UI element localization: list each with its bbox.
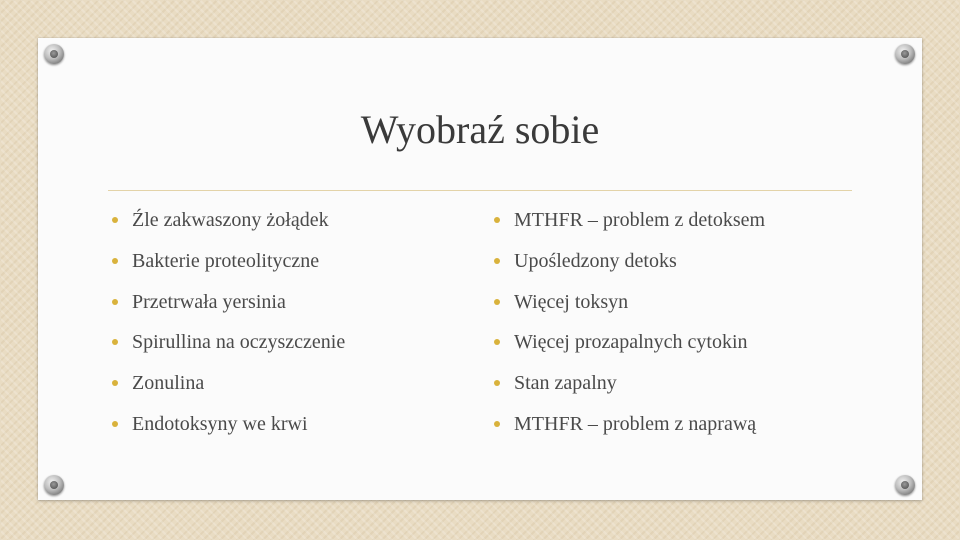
pin-icon: [895, 44, 915, 64]
bullet-icon: [494, 380, 500, 386]
right-bullet-list: [492, 203, 872, 448]
list-item-text: Endotoksyny we krwi: [132, 412, 308, 435]
list-item: [492, 244, 872, 285]
list-item: [110, 366, 470, 407]
pin-icon: [44, 475, 64, 495]
list-item: [492, 203, 872, 244]
bullet-icon: [112, 299, 118, 305]
bullet-icon: [494, 217, 500, 223]
list-item: [492, 285, 872, 326]
list-item: [492, 325, 872, 366]
list-item-text: Źle zakwaszony żołądek: [132, 209, 329, 231]
list-item-text: MTHFR – problem z naprawą: [514, 412, 757, 435]
list-item: [110, 325, 470, 366]
slide-title: Wyobraź sobie: [360, 107, 600, 152]
bullet-icon: [112, 217, 118, 223]
title-divider: [108, 190, 852, 191]
list-item-text: Przetrwała yersinia: [132, 290, 286, 313]
list-item-text: Upośledzony detoks: [514, 249, 677, 272]
bullet-icon: [112, 339, 118, 345]
pin-icon: [895, 475, 915, 495]
list-item-text: Spirullina na oczyszczenie: [132, 331, 346, 354]
bullet-icon: [112, 421, 118, 427]
bullet-icon: [494, 339, 500, 345]
list-item: [492, 366, 872, 407]
list-item-text: Więcej toksyn: [514, 290, 629, 313]
list-item-text: Zonulina: [132, 372, 205, 395]
left-bullet-list: [110, 203, 470, 448]
bullet-icon: [494, 421, 500, 427]
list-item-text: MTHFR – problem z detoksem: [514, 209, 766, 231]
list-item: [492, 407, 872, 448]
bullet-icon: [112, 258, 118, 264]
bullet-icon: [494, 299, 500, 305]
list-item: [110, 244, 470, 285]
bullet-icon: [112, 380, 118, 386]
pin-icon: [44, 44, 64, 64]
list-item-text: Stan zapalny: [514, 372, 617, 395]
list-item: [110, 407, 470, 448]
list-item-text: Więcej prozapalnych cytokin: [514, 331, 748, 354]
list-item: [110, 203, 470, 244]
list-item-text: Bakterie proteolityczne: [132, 249, 320, 272]
bullet-icon: [494, 258, 500, 264]
list-item: [110, 285, 470, 326]
